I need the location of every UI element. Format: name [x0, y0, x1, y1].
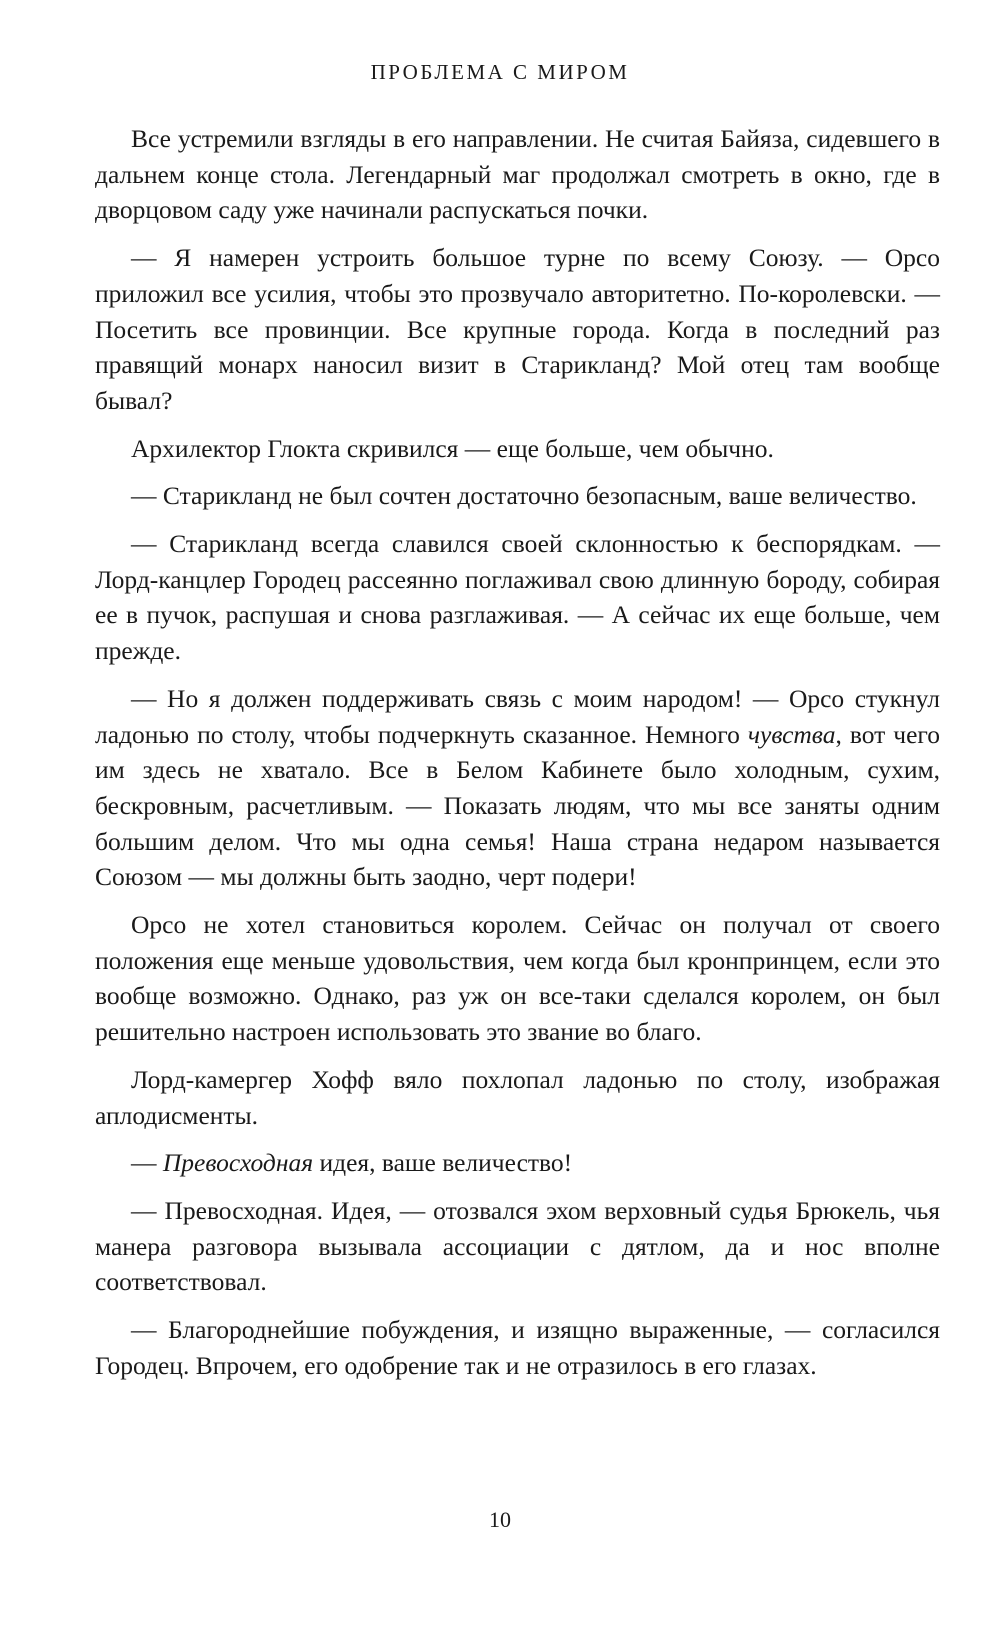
- page-number: 10: [489, 1507, 511, 1532]
- paragraph: Лорд-камергер Хофф вяло похлопал ладонью по столу, изображая аплодисменты.: [95, 1064, 940, 1130]
- paragraph-text: , вот чего им здесь не хватало. Все в Белом Кабинете было холодным, сухим, бескровным, расчетливым. — Показать людям, что мы все заняты одним большим делом. Что мы одна семья! Наша страна недаром называется Союзом — мы должны быть заодно, черт подери!: [95, 719, 940, 892]
- paragraph-text: —: [131, 1148, 163, 1178]
- body-text: [95, 121, 940, 1396]
- paragraph: — Я намерен устроить большое турне по всему Союзу. — Орсо приложил все усилия, чтобы это прозвучало авторитетно. По-королевски. — Посетить все провинции. Все крупные города. Когда в последний раз правящий монарх наносил визит в Старикланд? Мой отец там вообще бывал?: [95, 243, 940, 415]
- emphasis-text: Превосходная: [162, 1148, 314, 1178]
- running-head: ПРОБЛЕМА С МИРОМ: [370, 60, 630, 84]
- emphasis-text: чувства: [747, 719, 836, 749]
- paragraph: [95, 1145, 940, 1181]
- paragraph: Орсо не хотел становиться королем. Сейчас он получал от своего положения еще меньше удовольствия, чем когда был кронпринцем, если это вообще возможно. Однако, раз уж он все-таки сделался королем, он был решительно настроен использовать это звание во благо.: [95, 910, 940, 1047]
- paragraph-text: — Но я должен поддерживать связь с моим народом! — Орсо стукнул ладонью по столу, чтобы подчеркнуть сказанное. Немного: [95, 683, 940, 749]
- paragraph: — Старикланд не был сочтен достаточно безопасным, ваше величество.: [131, 481, 917, 511]
- paragraph-text: идея, ваше величество!: [313, 1148, 573, 1178]
- paragraph: Архилектор Глокта скривился — еще больше, чем обычно.: [131, 433, 774, 463]
- paragraph: Все устремили взгляды в его направлении. Не считая Байяза, сидевшего в дальнем конце стола. Легендарный маг продолжал смотреть в окно, где в дворцовом саду уже начинали распускаться почки.: [95, 124, 940, 225]
- paragraph: — Благороднейшие побуждения, и изящно выраженные, — согласился Городец. Впрочем, его одобрение так и не отразилось в его глазах.: [95, 1315, 940, 1380]
- paragraph: — Старикланд всегда славился своей склонностью к беспорядкам. — Лорд-канцлер Городец рассеянно поглаживал свою длинную бороду, собирая ее в пучок, распушая и снова разглаживая. — А сейчас их еще больше, чем прежде.: [95, 529, 940, 666]
- paragraph: — Превосходная. Идея, — отозвался эхом верховный судья Брюкель, чья манера разговора вызывала ассоциации с дятлом, да и нос вполне соответствовал.: [95, 1195, 940, 1297]
- paragraph: [95, 681, 940, 895]
